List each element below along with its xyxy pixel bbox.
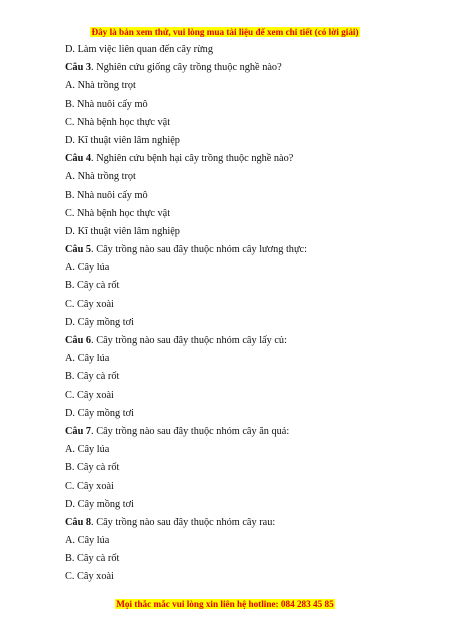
line-text: D. Cây mồng tơi (65, 316, 134, 328)
line-text: D. Cây mồng tơi (65, 498, 134, 510)
line-text: D. Làm việc liên quan đến cây rừng (65, 44, 213, 55)
option-line (65, 114, 435, 132)
contact-hotline-text: Mọi thắc mắc vui lòng xin liên hệ hotline: 084 283 45 85 (116, 599, 334, 609)
question-text: . Cây trồng nào sau đây thuộc nhóm cây lương thực: (91, 244, 307, 256)
question-text: . Cây trồng nào sau đây thuộc nhóm cây lấy củ: (91, 335, 287, 346)
line-text: A. Cây lúa (65, 353, 110, 365)
question-label: Câu 4 (65, 153, 92, 165)
question-line (65, 423, 435, 441)
option-line (65, 168, 435, 186)
question-line (65, 332, 435, 350)
question-text: . Cây trồng nào sau đây thuộc nhóm cây ăn quả: (91, 425, 290, 437)
option-line (65, 550, 435, 568)
line-text: C. Cây xoài (65, 389, 114, 401)
option-line (65, 223, 435, 241)
line-text: C. Nhà bệnh học thực vật (65, 116, 171, 128)
question-line (65, 150, 435, 168)
question-label: Câu 6 (65, 335, 92, 346)
line-text: D. Kĩ thuật viên lâm nghiệp (65, 225, 180, 237)
line-text: D. Kĩ thuật viên lâm nghiệp (65, 134, 180, 146)
option-line (65, 478, 435, 496)
question-label: Câu 5 (65, 244, 92, 256)
contact-hotline-banner (0, 599, 450, 609)
question-line (65, 59, 435, 77)
option-line (65, 568, 435, 586)
line-text: B. Cây cà rốt (65, 462, 120, 474)
option-line (65, 459, 435, 477)
line-text: A. Cây lúa (65, 535, 110, 547)
line-text: A. Nhà trồng trọt (65, 171, 136, 183)
option-line (65, 96, 435, 114)
line-text: A. Nhà trồng trọt (65, 80, 136, 92)
option-line (65, 259, 435, 277)
option-line (65, 277, 435, 295)
question-line (65, 514, 435, 532)
option-line (65, 77, 435, 95)
line-text: B. Cây cà rốt (65, 553, 120, 565)
preview-notice-banner (0, 27, 450, 37)
option-line (65, 314, 435, 332)
line-text: B. Nhà nuôi cấy mô (65, 189, 148, 201)
option-line (65, 405, 435, 423)
option-line (65, 205, 435, 223)
line-text: C. Nhà bệnh học thực vật (65, 207, 171, 219)
line-text: D. Cây mồng tơi (65, 407, 134, 419)
option-line (65, 41, 435, 59)
line-text: C. Cây xoài (65, 298, 114, 310)
line-text: C. Cây xoài (65, 571, 114, 583)
option-line (65, 296, 435, 314)
line-text: B. Cây cà rốt (65, 280, 120, 292)
question-text: . Nghiên cứu giống cây trồng thuộc nghề nào? (91, 62, 282, 74)
line-text: B. Nhà nuôi cấy mô (65, 98, 148, 110)
question-line (65, 241, 435, 259)
question-text: . Cây trồng nào sau đây thuộc nhóm cây rau: (91, 516, 276, 528)
line-text: A. Cây lúa (65, 262, 110, 274)
option-line (65, 187, 435, 205)
line-text: B. Cây cà rốt (65, 371, 120, 383)
question-text: . Nghiên cứu bệnh hại cây trồng thuộc nghề nào? (91, 153, 294, 165)
line-text: A. Cây lúa (65, 444, 110, 456)
option-line (65, 368, 435, 386)
option-line (65, 350, 435, 368)
option-line (65, 496, 435, 514)
line-text: C. Cây xoài (65, 480, 114, 492)
option-line (65, 387, 435, 405)
question-label: Câu 8 (65, 516, 92, 528)
option-line (65, 532, 435, 550)
preview-notice-text: Đây là bản xem thử, vui lòng mua tài liệu để xem chi tiết (có lời giải) (91, 27, 359, 37)
question-label: Câu 3 (65, 62, 92, 74)
option-line (65, 132, 435, 150)
question-label: Câu 7 (65, 425, 92, 437)
option-line (65, 441, 435, 459)
document-body (65, 41, 435, 587)
